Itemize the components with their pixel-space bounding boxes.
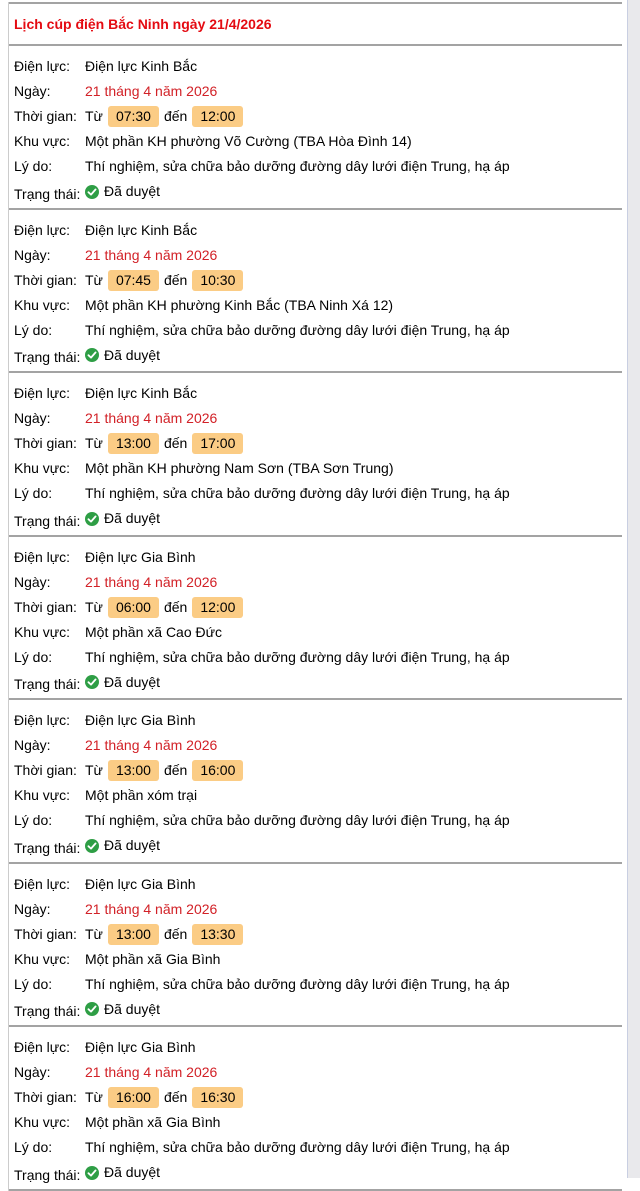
area-label: Khu vực: (14, 950, 71, 967)
date-value: 21 tháng 4 năm 2026 (85, 410, 218, 426)
status-row (14, 833, 622, 861)
power-company-value: Điện lực Kinh Bắc (85, 385, 198, 401)
power-company-row (14, 218, 622, 243)
time-from-word: Từ (85, 108, 103, 124)
status-value (85, 833, 622, 858)
time-label: Thời gian: (14, 1089, 77, 1105)
outage-entry (9, 373, 622, 537)
status-row (14, 670, 622, 698)
area-value: Một phần xã Gia Bình (85, 1114, 221, 1130)
area-label: Khu vực: (14, 787, 71, 803)
time-label: Thời gian: (14, 271, 77, 288)
outage-entry (9, 537, 622, 701)
time-to-word: đến (163, 762, 188, 778)
status-text: Đã duyệt (104, 1164, 161, 1180)
status-row (14, 343, 622, 371)
outage-schedule-panel (8, 2, 627, 1191)
power-company-value: Điện lực Gia Bình (85, 712, 196, 728)
status-value (85, 506, 622, 531)
date-value: 21 tháng 4 năm 2026 (85, 573, 218, 590)
status-label: Trạng thái: (14, 349, 81, 365)
reason-value: Thí nghiệm, sửa chữa bảo dưỡng đường dây lưới điện Trung, hạ áp (85, 812, 510, 828)
outage-entry (9, 210, 622, 374)
time-value (85, 104, 622, 129)
power-company-value: Điện lực Gia Bình (85, 548, 196, 565)
status-label: Trạng thái: (14, 676, 81, 692)
reason-label: Lý do: (14, 158, 53, 174)
time-value (85, 758, 622, 783)
time-from-badge: 06:00 (108, 597, 159, 618)
time-to-badge: 17:00 (192, 433, 243, 454)
status-row (14, 506, 622, 534)
reason-value: Thí nghiệm, sửa chữa bảo dưỡng đường dây lưới điện Trung, hạ áp (85, 648, 510, 665)
status-text: Đã duyệt (104, 1000, 161, 1017)
time-row (14, 268, 622, 293)
area-value: Một phần KH phường Nam Sơn (TBA Sơn Trung) (85, 460, 394, 476)
time-row (14, 922, 622, 947)
area-row (14, 783, 622, 808)
reason-label: Lý do: (14, 485, 53, 501)
date-value: 21 tháng 4 năm 2026 (85, 246, 218, 263)
reason-value: Thí nghiệm, sửa chữa bảo dưỡng đường dây lưới điện Trung, hạ áp (85, 1139, 510, 1155)
time-from-word: Từ (85, 762, 103, 778)
time-from-word: Từ (85, 435, 103, 451)
time-value (85, 268, 622, 293)
date-label: Ngày: (14, 900, 51, 917)
time-to-word: đến (163, 435, 188, 451)
time-label: Thời gian: (14, 762, 77, 778)
date-label: Ngày: (14, 737, 51, 753)
check-circle-icon (85, 348, 99, 362)
time-from-word: Từ (85, 1089, 103, 1105)
status-text: Đã duyệt (104, 510, 161, 526)
time-row (14, 1085, 622, 1110)
area-row (14, 947, 622, 972)
area-value: Một phần xã Cao Đức (85, 623, 222, 640)
power-company-label: Điện lực: (14, 221, 71, 238)
time-value (85, 595, 622, 620)
reason-row (14, 154, 622, 179)
status-value (85, 670, 622, 695)
time-value (85, 1085, 622, 1110)
power-company-row (14, 54, 622, 79)
reason-row (14, 318, 622, 343)
power-company-label: Điện lực: (14, 875, 71, 892)
status-row (14, 997, 622, 1025)
date-row (14, 79, 622, 104)
power-company-value: Điện lực Gia Bình (85, 1039, 196, 1055)
area-label: Khu vực: (14, 623, 71, 640)
power-company-label: Điện lực: (14, 548, 71, 565)
reason-label: Lý do: (14, 648, 53, 665)
status-label: Trạng thái: (14, 839, 81, 856)
status-label: Trạng thái: (14, 185, 81, 202)
area-label: Khu vực: (14, 1114, 71, 1130)
reason-value: Thí nghiệm, sửa chữa bảo dưỡng đường dây lưới điện Trung, hạ áp (85, 975, 510, 992)
page-title-block (9, 2, 622, 46)
time-to-word: đến (163, 925, 188, 942)
outage-entry (9, 46, 622, 210)
date-row (14, 1060, 622, 1085)
time-from-badge: 07:30 (108, 106, 159, 127)
power-company-value: Điện lực Kinh Bắc (85, 58, 198, 74)
reason-label: Lý do: (14, 321, 53, 338)
status-label: Trạng thái: (14, 1003, 81, 1019)
date-row (14, 733, 622, 758)
time-label: Thời gian: (14, 108, 77, 124)
power-company-row (14, 872, 622, 897)
time-to-badge: 12:00 (192, 106, 243, 127)
time-label: Thời gian: (14, 598, 77, 615)
area-value: Một phần xã Gia Bình (85, 950, 221, 967)
time-to-badge: 13:30 (192, 924, 243, 945)
time-to-word: đến (163, 108, 188, 124)
time-to-word: đến (163, 1089, 188, 1105)
status-row (14, 1160, 622, 1188)
time-to-word: đến (163, 598, 188, 615)
area-row (14, 620, 622, 645)
reason-value: Thí nghiệm, sửa chữa bảo dưỡng đường dây lưới điện Trung, hạ áp (85, 321, 510, 338)
status-text: Đã duyệt (104, 837, 161, 853)
date-value: 21 tháng 4 năm 2026 (85, 900, 218, 917)
area-value: Một phần xóm trại (85, 787, 198, 803)
status-value (85, 997, 622, 1022)
scrollbar-track[interactable] (627, 0, 640, 1178)
time-from-badge: 07:45 (108, 270, 159, 291)
area-row (14, 456, 622, 481)
date-value: 21 tháng 4 năm 2026 (85, 83, 218, 99)
outage-entries-list (9, 46, 622, 1191)
status-value (85, 179, 622, 204)
check-circle-icon (85, 1002, 99, 1016)
area-label: Khu vực: (14, 460, 71, 476)
status-text: Đã duyệt (104, 346, 161, 363)
status-value (85, 343, 622, 368)
reason-value: Thí nghiệm, sửa chữa bảo dưỡng đường dây lưới điện Trung, hạ áp (85, 158, 510, 174)
date-label: Ngày: (14, 410, 51, 426)
check-circle-icon (85, 839, 99, 853)
date-label: Ngày: (14, 1064, 51, 1080)
area-label: Khu vực: (14, 296, 71, 313)
reason-label: Lý do: (14, 812, 53, 828)
time-to-badge: 10:30 (192, 270, 243, 291)
power-company-row (14, 708, 622, 733)
outage-entry (9, 864, 622, 1028)
time-value (85, 431, 622, 456)
time-from-badge: 13:00 (108, 924, 159, 945)
reason-row (14, 645, 622, 670)
power-company-label: Điện lực: (14, 58, 71, 74)
status-row (14, 179, 622, 207)
date-label: Ngày: (14, 246, 51, 263)
page-title: Lịch cúp điện Bắc Ninh ngày 21/4/2026 (14, 16, 272, 32)
outage-entry (9, 1027, 622, 1191)
date-row (14, 406, 622, 431)
status-value (85, 1160, 622, 1185)
time-from-badge: 16:00 (108, 1087, 159, 1108)
area-row (14, 293, 622, 318)
date-label: Ngày: (14, 83, 51, 99)
time-value (85, 922, 622, 947)
area-value: Một phần KH phường Võ Cường (TBA Hòa Đình 14) (85, 133, 412, 149)
time-from-badge: 13:00 (108, 760, 159, 781)
reason-row (14, 1135, 622, 1160)
time-row (14, 758, 622, 783)
time-row (14, 595, 622, 620)
time-from-word: Từ (85, 598, 103, 615)
time-row (14, 431, 622, 456)
reason-value: Thí nghiệm, sửa chữa bảo dưỡng đường dây lưới điện Trung, hạ áp (85, 485, 510, 501)
status-label: Trạng thái: (14, 1166, 81, 1183)
status-label: Trạng thái: (14, 512, 81, 529)
area-label: Khu vực: (14, 133, 71, 149)
check-circle-icon (85, 512, 99, 526)
time-from-word: Từ (85, 271, 103, 288)
time-to-badge: 16:30 (192, 1087, 243, 1108)
outage-entry (9, 700, 622, 864)
power-company-row (14, 381, 622, 406)
area-row (14, 129, 622, 154)
check-circle-icon (85, 1166, 99, 1180)
time-label: Thời gian: (14, 435, 77, 451)
reason-label: Lý do: (14, 1139, 53, 1155)
power-company-row (14, 1035, 622, 1060)
power-company-label: Điện lực: (14, 385, 71, 401)
check-circle-icon (85, 185, 99, 199)
power-company-row (14, 545, 622, 570)
date-label: Ngày: (14, 573, 51, 590)
power-company-value: Điện lực Gia Bình (85, 875, 196, 892)
date-row (14, 243, 622, 268)
time-label: Thời gian: (14, 925, 77, 942)
power-company-value: Điện lực Kinh Bắc (85, 221, 198, 238)
area-row (14, 1110, 622, 1135)
time-from-badge: 13:00 (108, 433, 159, 454)
time-to-badge: 12:00 (192, 597, 243, 618)
time-to-word: đến (163, 271, 188, 288)
reason-label: Lý do: (14, 975, 53, 992)
time-to-badge: 16:00 (192, 760, 243, 781)
power-company-label: Điện lực: (14, 712, 71, 728)
date-value: 21 tháng 4 năm 2026 (85, 737, 218, 753)
reason-row (14, 808, 622, 833)
reason-row (14, 972, 622, 997)
date-row (14, 570, 622, 595)
check-circle-icon (85, 675, 99, 689)
area-value: Một phần KH phường Kinh Bắc (TBA Ninh Xá 12) (85, 296, 394, 313)
time-row (14, 104, 622, 129)
reason-row (14, 481, 622, 506)
status-text: Đã duyệt (104, 673, 161, 690)
time-from-word: Từ (85, 925, 103, 942)
power-company-label: Điện lực: (14, 1039, 71, 1055)
date-value: 21 tháng 4 năm 2026 (85, 1064, 218, 1080)
status-text: Đã duyệt (104, 183, 161, 199)
date-row (14, 897, 622, 922)
